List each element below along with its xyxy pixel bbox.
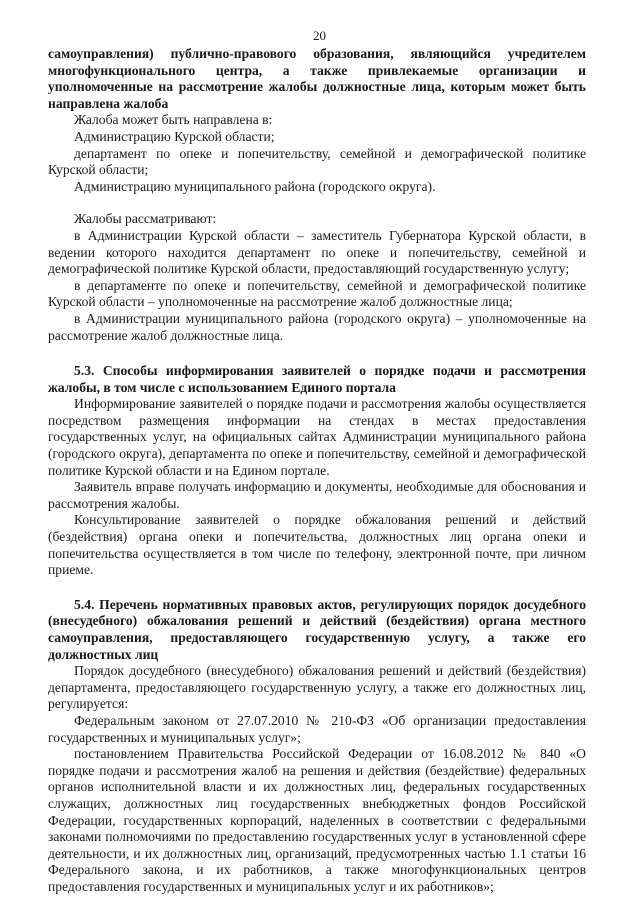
where-list-item: Администрацию муниципального района (городского округа). [74, 178, 436, 194]
page-number: 20 [313, 28, 326, 43]
consider-list-item: в Администрации муниципального района (городского округа) – уполномоченные на рассмотрение жалоб должностные лица. [48, 310, 586, 343]
section-5-3-paragraph: Консультирование заявителей о порядке обжалования решений и действий (бездействия) органа опеки и попечительства, должностных лиц органа опеки и попечительства осуществляется в том числе по телефону, электронной почте, при личном приеме. [48, 512, 586, 578]
section-5-3-heading: 5.3. Способы информирования заявителей о порядке подачи и рассмотрения жалобы, в том числе с использованием Единого портала [48, 363, 586, 395]
where-list-item: департамент по опеке и попечительству, семейной и демографической политике Курской области; [48, 145, 586, 178]
consider-list-item: в департаменте по опеке и попечительству, семейной и демографической политике Курской области – уполномоченные на рассмотрение жалоб должностные лица; [48, 277, 586, 310]
section-5-3-paragraph: Информирование заявителей о порядке подачи и рассмотрения жалобы осуществляется посредством размещения информации на стендах в местах предоставления государственных услуг, на официальных сайтах Администрации муниципального района (городского округа), департамента по опеке и попечительству, семейной и демографической политике Курской области и на Едином портале. [48, 396, 586, 478]
section-5-4-paragraph: Порядок досудебного (внесудебного) обжалования решений и действий (бездействия) департамента, предоставляющего государственную услугу, а также его должностных лиц, регулируется: [48, 663, 586, 712]
section-5-3-paragraph: Заявитель вправе получать информацию и документы, необходимые для обоснования и рассмотрения жалобы. [48, 479, 586, 511]
section-5-4-paragraph: постановлением Правительства Российской Федерации от 16.08.2012 № 840 «О порядке подачи и рассмотрения жалоб на решения и действия (бездействие) федеральных органов исполнительной власти и их должностных лиц, федеральных государственных служащих, должностных лиц государственных внебюджетных фондов Российской Федерации, государственных корпораций, наделенных в соответствии с федеральными законами полномочиями по предоставлению государственных услуг в установленной сфере деятельности, и их должностных лиц, организаций, предусмотренных частью 1.1 статьи 16 Федерального закона, и их работников, а также многофункциональных центров предоставления государственных и муниципальных услуг и их работников»; [48, 746, 586, 894]
top-heading: самоуправления) публично-правового образования, являющийся учредителем многофункционального центра, а также привлекаемые организации и уполномоченные на рассмотрение жалобы должностные лица, которым может быть направлена жалоба [48, 46, 586, 111]
where-list-item: Администрацию Курской области; [74, 128, 275, 144]
document-body [48, 46, 586, 896]
section-5-4-heading: 5.4. Перечень нормативных правовых актов, регулирующих порядок досудебного (внесудебного) обжалования решений и действий (бездействия) органа местного самоуправления, предоставляющего государственную услугу, а также его должностных лиц [48, 596, 586, 662]
consider-list-intro: Жалобы рассматривают: [74, 211, 217, 227]
where-list-intro: Жалоба может быть направлена в: [74, 112, 273, 128]
consider-list-item: в Администрации Курской области – заместитель Губернатора Курской области, в ведении которого находится департамент по опеке и попечительству, семейной и демографической политике Курской области, предоставляющий государственную услугу; [48, 227, 586, 277]
section-5-4-paragraph: Федеральным законом от 27.07.2010 № 210-ФЗ «Об организации предоставления государственных и муниципальных услуг»; [48, 712, 586, 745]
